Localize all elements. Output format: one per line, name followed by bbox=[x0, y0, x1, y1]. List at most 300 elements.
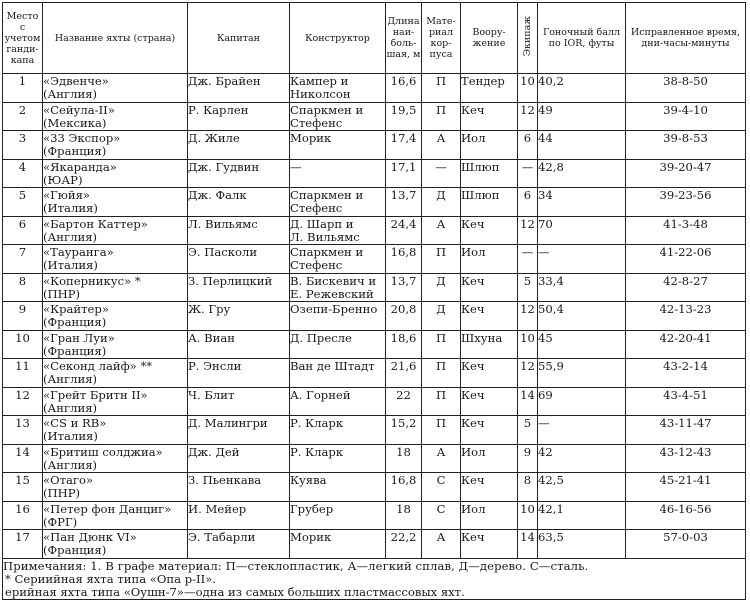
cell-length-text: 22 bbox=[396, 387, 411, 402]
cell-yacht-text: «Отаго» bbox=[43, 473, 94, 487]
cell-length-text: 17,1 bbox=[390, 159, 417, 174]
cell-score bbox=[538, 273, 626, 302]
cell-designer-text: Спаркмен и bbox=[290, 102, 364, 117]
cell-crew-text: 12 bbox=[520, 102, 535, 117]
cell-score bbox=[538, 131, 626, 160]
cell-place-text: 15 bbox=[15, 473, 30, 487]
cell-time bbox=[626, 387, 746, 416]
table-row bbox=[3, 330, 746, 359]
cell-designer-text: Куява bbox=[290, 473, 327, 487]
cell-yacht-text: (ЮАР) bbox=[43, 172, 83, 187]
cell-place bbox=[3, 530, 43, 559]
cell-time-text: 39-23-56 bbox=[659, 188, 712, 202]
cell-yacht-text: «Гран Луи» bbox=[43, 330, 115, 345]
cell-material bbox=[422, 102, 461, 131]
cell-time-text: 43-11-47 bbox=[659, 416, 712, 430]
cell-yacht bbox=[43, 188, 188, 217]
cell-crew-text: 10 bbox=[520, 501, 535, 516]
cell-yacht bbox=[43, 387, 188, 416]
cell-material-text: Д bbox=[436, 302, 446, 316]
cell-crew bbox=[518, 501, 538, 530]
cell-crew bbox=[518, 444, 538, 473]
cell-designer bbox=[290, 387, 386, 416]
cell-material-text: П bbox=[435, 102, 447, 117]
cell-yacht-text: «Якаранда» bbox=[43, 159, 117, 174]
table-row bbox=[3, 273, 746, 302]
cell-length bbox=[386, 216, 422, 245]
cell-material bbox=[422, 330, 461, 359]
cell-score bbox=[538, 473, 626, 502]
cell-score bbox=[538, 188, 626, 217]
cell-material-text: А bbox=[436, 444, 446, 459]
cell-designer-text: Озепи-Бренно bbox=[290, 302, 378, 316]
cell-time-text: 39-8-53 bbox=[663, 131, 708, 145]
cell-designer-text: В. Бискевич и bbox=[290, 273, 377, 288]
cell-length-text: 16,8 bbox=[390, 245, 417, 259]
cell-crew-text: 12 bbox=[520, 216, 535, 231]
cell-score-text: 44 bbox=[538, 131, 553, 145]
cell-material bbox=[422, 74, 461, 103]
cell-designer bbox=[290, 330, 386, 359]
cell-place-text: 12 bbox=[15, 387, 30, 402]
cell-crew-text: — bbox=[521, 159, 534, 174]
cell-yacht-text: (Англия) bbox=[43, 372, 98, 387]
cell-captain bbox=[188, 302, 290, 331]
cell-crew bbox=[518, 102, 538, 131]
cell-captain bbox=[188, 444, 290, 473]
cell-time-text: 38-8-50 bbox=[663, 74, 708, 88]
cell-designer bbox=[290, 416, 386, 445]
cell-time bbox=[626, 359, 746, 388]
cell-length-text: 16,6 bbox=[390, 74, 417, 88]
cell-yacht-text: «Крайтер» bbox=[43, 302, 109, 316]
cell-crew-text: 5 bbox=[523, 416, 532, 430]
cell-place bbox=[3, 387, 43, 416]
cell-crew bbox=[518, 387, 538, 416]
cell-time bbox=[626, 273, 746, 302]
cell-score-text: 33,4 bbox=[538, 273, 564, 288]
cell-designer-text: Стефенс bbox=[290, 201, 343, 216]
cell-score-text: 55,9 bbox=[538, 359, 564, 373]
cell-time bbox=[626, 74, 746, 103]
table-row bbox=[3, 416, 746, 445]
cell-score bbox=[538, 530, 626, 559]
cell-length-text: 13,7 bbox=[390, 188, 417, 202]
table-row bbox=[3, 188, 746, 217]
cell-captain-text: Дж. Гудвин bbox=[188, 159, 260, 174]
cell-yacht-text: (ПНР) bbox=[43, 486, 81, 501]
cell-material-text: А bbox=[436, 131, 446, 145]
cell-yacht bbox=[43, 416, 188, 445]
cell-length-text: 18 bbox=[396, 444, 411, 459]
cell-rig-text: Иол bbox=[461, 444, 486, 459]
cell-rig-text: Кеч bbox=[461, 359, 485, 373]
cell-yacht bbox=[43, 302, 188, 331]
table-row bbox=[3, 159, 746, 188]
cell-material-text: А bbox=[436, 530, 446, 544]
cell-score-text: 42 bbox=[538, 444, 553, 459]
cell-captain bbox=[188, 273, 290, 302]
cell-material-text: П bbox=[435, 74, 447, 88]
cell-place-text: 13 bbox=[15, 416, 30, 430]
cell-time bbox=[626, 530, 746, 559]
cell-captain bbox=[188, 188, 290, 217]
header-captain: Капитан bbox=[188, 3, 290, 74]
header-place: Место с учетом ганди-капа bbox=[3, 3, 43, 74]
table-row bbox=[3, 302, 746, 331]
cell-yacht-text: «Секонд лайф» ** bbox=[43, 359, 153, 373]
cell-time bbox=[626, 102, 746, 131]
cell-designer-text: Л. Вильямс bbox=[290, 229, 360, 244]
cell-score bbox=[538, 216, 626, 245]
cell-designer bbox=[290, 245, 386, 274]
cell-place bbox=[3, 74, 43, 103]
cell-yacht-text: «Сейула-II» bbox=[43, 102, 115, 117]
cell-crew-text: 5 bbox=[523, 273, 532, 288]
cell-length bbox=[386, 387, 422, 416]
cell-captain-text: Д. Жиле bbox=[188, 131, 240, 145]
cell-designer bbox=[290, 530, 386, 559]
cell-designer-text: Р. Кларк bbox=[290, 416, 344, 430]
table-row bbox=[3, 245, 746, 274]
cell-rig bbox=[461, 444, 518, 473]
cell-score bbox=[538, 74, 626, 103]
cell-length bbox=[386, 501, 422, 530]
cell-captain-text: Э. Табарли bbox=[188, 530, 256, 544]
cell-crew-text: 8 bbox=[523, 473, 532, 487]
header-yacht: Название яхты (страна) bbox=[43, 3, 188, 74]
cell-crew-text: — bbox=[521, 245, 534, 259]
cell-time bbox=[626, 444, 746, 473]
cell-designer-text: Стефенс bbox=[290, 115, 343, 130]
cell-place-text: 4 bbox=[18, 159, 27, 174]
cell-score bbox=[538, 245, 626, 274]
cell-material bbox=[422, 159, 461, 188]
cell-length-text: 24,4 bbox=[390, 216, 417, 231]
cell-place-text: 9 bbox=[18, 302, 27, 316]
cell-captain-text: Л. Вильямс bbox=[188, 216, 258, 231]
cell-captain-text: З. Перлицкий bbox=[188, 273, 273, 288]
cell-time-text: 39-20-47 bbox=[659, 159, 712, 174]
cell-designer bbox=[290, 74, 386, 103]
cell-captain-text: Дж. Фалк bbox=[188, 188, 247, 202]
note-double-asterisk: ерийная яхта типа «Оушн-7»—одна из самых больших пластмассовых яхт. bbox=[5, 584, 465, 599]
cell-length bbox=[386, 102, 422, 131]
cell-rig-text: Иол bbox=[461, 245, 486, 259]
cell-crew-text: 9 bbox=[523, 444, 532, 459]
cell-score-text: 42,1 bbox=[538, 501, 564, 516]
header-score: Гоночный балл по IOR, футы bbox=[538, 3, 626, 74]
cell-rig bbox=[461, 473, 518, 502]
race-results-table bbox=[2, 2, 746, 600]
cell-time-text: 42-20-41 bbox=[659, 330, 712, 345]
cell-designer-text: Стефенс bbox=[290, 258, 343, 273]
cell-time bbox=[626, 245, 746, 274]
cell-yacht bbox=[43, 159, 188, 188]
cell-crew-text: 12 bbox=[520, 359, 535, 373]
cell-place bbox=[3, 501, 43, 530]
cell-material-text: С bbox=[436, 501, 446, 516]
cell-place bbox=[3, 302, 43, 331]
cell-score-text: — bbox=[538, 245, 550, 259]
cell-place bbox=[3, 473, 43, 502]
cell-length bbox=[386, 473, 422, 502]
cell-captain-text: Э. Пасколи bbox=[188, 245, 258, 259]
cell-material-text: Д bbox=[436, 188, 446, 202]
cell-designer-text: Спаркмен и bbox=[290, 188, 364, 202]
cell-length-text: 21,6 bbox=[390, 359, 417, 373]
table-row bbox=[3, 444, 746, 473]
cell-yacht bbox=[43, 359, 188, 388]
cell-yacht bbox=[43, 444, 188, 473]
cell-rig-text: Шлюп bbox=[461, 159, 500, 174]
cell-place bbox=[3, 444, 43, 473]
cell-rig bbox=[461, 245, 518, 274]
cell-time-text: 42-13-23 bbox=[659, 302, 712, 316]
table-row bbox=[3, 74, 746, 103]
notes-cell bbox=[3, 558, 746, 600]
cell-length bbox=[386, 273, 422, 302]
cell-crew-text: 6 bbox=[523, 188, 532, 202]
table-row bbox=[3, 473, 746, 502]
cell-score-text: 63,5 bbox=[538, 530, 564, 544]
cell-captain-text: Р. Карлен bbox=[188, 102, 249, 117]
cell-score bbox=[538, 102, 626, 131]
cell-length-text: 15,2 bbox=[390, 416, 417, 430]
cell-material-text: — bbox=[435, 159, 447, 174]
cell-place-text: 17 bbox=[15, 530, 30, 544]
cell-material bbox=[422, 444, 461, 473]
cell-material bbox=[422, 387, 461, 416]
cell-material-text: П bbox=[435, 359, 447, 373]
cell-rig bbox=[461, 387, 518, 416]
cell-crew-text: 12 bbox=[520, 302, 535, 316]
cell-rig bbox=[461, 416, 518, 445]
cell-length bbox=[386, 245, 422, 274]
cell-captain-text: Ж. Гру bbox=[188, 302, 231, 316]
cell-length-text: 19,5 bbox=[390, 102, 417, 117]
cell-captain bbox=[188, 216, 290, 245]
cell-crew bbox=[518, 416, 538, 445]
table-row bbox=[3, 359, 746, 388]
cell-rig bbox=[461, 302, 518, 331]
cell-crew bbox=[518, 330, 538, 359]
cell-length bbox=[386, 416, 422, 445]
cell-time bbox=[626, 302, 746, 331]
cell-designer-text: — bbox=[290, 159, 302, 174]
cell-crew-text: 10 bbox=[520, 74, 535, 88]
cell-crew-text: 14 bbox=[520, 530, 535, 544]
cell-material-text: П bbox=[435, 330, 447, 345]
cell-material bbox=[422, 131, 461, 160]
cell-time-text: 57-0-03 bbox=[663, 530, 708, 544]
cell-time-text: 46-16-56 bbox=[659, 501, 712, 516]
cell-material-text: А bbox=[436, 216, 446, 231]
cell-place-text: 8 bbox=[18, 273, 27, 288]
cell-yacht-text: (ФРГ) bbox=[43, 514, 78, 529]
cell-yacht bbox=[43, 501, 188, 530]
cell-captain-text: Р. Энсли bbox=[188, 359, 242, 373]
cell-designer bbox=[290, 159, 386, 188]
cell-time-text: 43-4-51 bbox=[663, 387, 708, 402]
cell-designer-text: Грубер bbox=[290, 501, 334, 516]
cell-yacht-text: «Гюйя» bbox=[43, 188, 90, 202]
cell-time bbox=[626, 330, 746, 359]
cell-time-text: 39-4-10 bbox=[663, 102, 708, 117]
table-row bbox=[3, 131, 746, 160]
cell-rig-text: Кеч bbox=[461, 530, 485, 544]
cell-time bbox=[626, 188, 746, 217]
header-material: Мате-риал кор-пуса bbox=[422, 3, 461, 74]
cell-captain bbox=[188, 131, 290, 160]
cell-place-text: 1 bbox=[18, 74, 27, 88]
cell-designer-text: Николсон bbox=[290, 87, 351, 102]
cell-place-text: 5 bbox=[18, 188, 27, 202]
cell-length-text: 18,6 bbox=[390, 330, 417, 345]
cell-captain bbox=[188, 245, 290, 274]
cell-captain bbox=[188, 501, 290, 530]
cell-designer-text: Р. Кларк bbox=[290, 444, 344, 459]
cell-designer-text: Спаркмен и bbox=[290, 245, 364, 259]
cell-length bbox=[386, 159, 422, 188]
cell-designer-text: Ван де Штадт bbox=[290, 359, 375, 373]
cell-yacht-text: «Петер фон Данциг» bbox=[43, 501, 172, 516]
cell-material bbox=[422, 216, 461, 245]
cell-score-text: 42,5 bbox=[538, 473, 564, 487]
cell-score-text: 45 bbox=[538, 330, 553, 345]
cell-yacht bbox=[43, 273, 188, 302]
cell-rig bbox=[461, 216, 518, 245]
cell-length-text: 17,4 bbox=[390, 131, 417, 145]
cell-rig-text: Кеч bbox=[461, 273, 485, 288]
cell-crew bbox=[518, 131, 538, 160]
cell-score bbox=[538, 159, 626, 188]
cell-rig bbox=[461, 359, 518, 388]
cell-length bbox=[386, 131, 422, 160]
cell-crew bbox=[518, 216, 538, 245]
cell-designer bbox=[290, 501, 386, 530]
cell-captain-text: А. Виан bbox=[188, 330, 236, 345]
cell-material bbox=[422, 302, 461, 331]
cell-yacht-text: «Бартон Каттер» bbox=[43, 216, 148, 231]
cell-yacht bbox=[43, 102, 188, 131]
cell-yacht-text: «Грейт Бритн II» bbox=[43, 387, 148, 402]
cell-place-text: 6 bbox=[18, 216, 27, 231]
cell-captain bbox=[188, 473, 290, 502]
cell-place bbox=[3, 359, 43, 388]
cell-rig bbox=[461, 273, 518, 302]
table-row bbox=[3, 530, 746, 559]
note-asterisk: * Сериийная яхта типа «Опа р-II». bbox=[5, 571, 216, 586]
cell-length bbox=[386, 188, 422, 217]
header-row bbox=[3, 3, 746, 74]
cell-yacht-text: (Англия) bbox=[43, 87, 98, 102]
cell-yacht bbox=[43, 131, 188, 160]
table-row bbox=[3, 501, 746, 530]
cell-designer-text: Д. Пресле bbox=[290, 330, 352, 345]
cell-score bbox=[538, 387, 626, 416]
cell-rig-text: Кеч bbox=[461, 216, 485, 231]
cell-place-text: 11 bbox=[15, 359, 30, 373]
cell-yacht-text: (Франция) bbox=[43, 343, 107, 358]
cell-yacht-text: (Мексика) bbox=[43, 115, 107, 130]
cell-time-text: 43-12-43 bbox=[659, 444, 712, 459]
cell-length-text: 16,8 bbox=[390, 473, 417, 487]
cell-place-text: 7 bbox=[18, 245, 27, 259]
cell-yacht bbox=[43, 473, 188, 502]
cell-material bbox=[422, 416, 461, 445]
cell-rig bbox=[461, 330, 518, 359]
cell-length-text: 20,8 bbox=[390, 302, 417, 316]
cell-rig-text: Иол bbox=[461, 131, 486, 145]
cell-material-text: П bbox=[435, 387, 447, 402]
cell-crew-text: 14 bbox=[520, 387, 535, 402]
cell-yacht-text: (Франция) bbox=[43, 543, 107, 558]
cell-material-text: С bbox=[436, 473, 446, 487]
header-rig: Воору-жение bbox=[461, 3, 518, 74]
cell-material bbox=[422, 273, 461, 302]
header-time: Исправленное время, дни-часы-минуты bbox=[626, 3, 746, 74]
cell-designer-text: Е. Режевский bbox=[290, 286, 374, 301]
cell-yacht-text: «Эдвенче» bbox=[43, 74, 109, 88]
cell-captain-text: З. Пьенкава bbox=[188, 473, 262, 487]
cell-captain-text: Дж. Брайен bbox=[188, 74, 261, 88]
cell-place bbox=[3, 188, 43, 217]
cell-time-text: 42-8-27 bbox=[663, 273, 708, 288]
cell-rig-text: Кеч bbox=[461, 416, 485, 430]
cell-time bbox=[626, 501, 746, 530]
cell-designer-text: А. Горней bbox=[290, 387, 351, 402]
cell-time-text: 43-2-14 bbox=[663, 359, 708, 373]
cell-length-text: 22,2 bbox=[390, 530, 417, 544]
cell-yacht bbox=[43, 216, 188, 245]
cell-length bbox=[386, 359, 422, 388]
cell-yacht-text: «33 Экспор» bbox=[43, 131, 121, 145]
cell-time-text: 45-21-41 bbox=[659, 473, 712, 487]
notes-row bbox=[3, 558, 746, 600]
cell-time bbox=[626, 473, 746, 502]
cell-length-text: 13,7 bbox=[390, 273, 417, 288]
cell-designer-text: Кампер и bbox=[290, 74, 349, 88]
cell-rig-text: Шхуна bbox=[461, 330, 503, 345]
cell-yacht-text: (Англия) bbox=[43, 457, 98, 472]
cell-yacht-text: (Англия) bbox=[43, 229, 98, 244]
cell-crew bbox=[518, 159, 538, 188]
cell-place-text: 14 bbox=[15, 444, 30, 459]
cell-yacht-text: «Тауранга» bbox=[43, 245, 114, 259]
cell-crew-text: 6 bbox=[523, 131, 532, 145]
cell-time bbox=[626, 159, 746, 188]
cell-designer bbox=[290, 131, 386, 160]
cell-material-text: П bbox=[435, 416, 447, 430]
cell-place bbox=[3, 273, 43, 302]
table-row bbox=[3, 102, 746, 131]
cell-designer bbox=[290, 216, 386, 245]
cell-material bbox=[422, 501, 461, 530]
cell-length-text: 18 bbox=[396, 501, 411, 516]
cell-yacht-text: «Пан Дюнк VI» bbox=[43, 530, 137, 544]
cell-captain-text: И. Мейер bbox=[188, 501, 247, 516]
cell-score bbox=[538, 302, 626, 331]
table-row bbox=[3, 387, 746, 416]
cell-score bbox=[538, 444, 626, 473]
cell-rig-text: Тендер bbox=[461, 74, 505, 88]
cell-place-text: 16 bbox=[15, 501, 30, 516]
cell-score-text: 50,4 bbox=[538, 302, 564, 316]
cell-crew-text: 10 bbox=[520, 330, 535, 345]
cell-designer bbox=[290, 473, 386, 502]
cell-length bbox=[386, 302, 422, 331]
